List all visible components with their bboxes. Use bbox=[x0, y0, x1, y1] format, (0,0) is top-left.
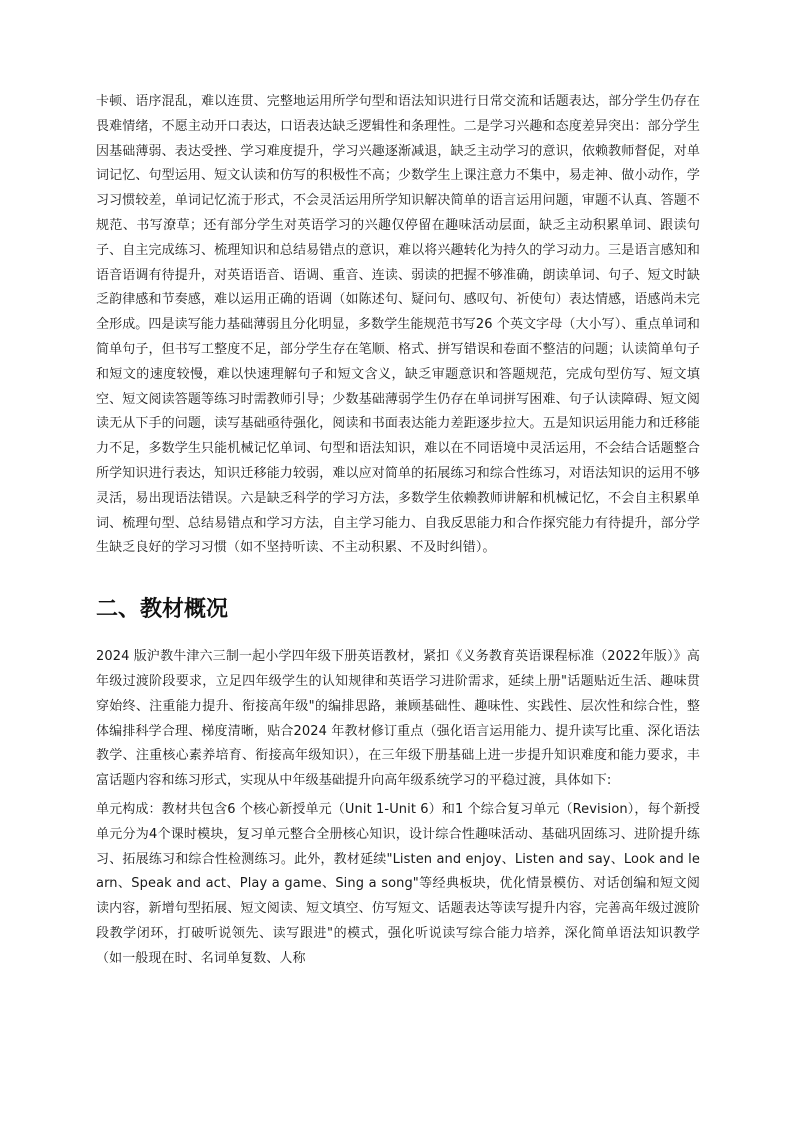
body-paragraph-learner-analysis: 卡顿、语序混乱，难以连贯、完整地运用所学句型和语法知识进行日常交流和话题表达，部分学生仍存在畏难情绪，不愿主动开口表达，口语表达缺乏逻辑性和条理性。二是学习兴趣和态度差异突出：部分学生因基础薄弱、表达受挫、学习难度提升，学习兴趣逐渐减退，缺乏主动学习的意识，依赖教师督促，对单词记忆、句型运用、短文认读和仿写的积极性不高；少数学生上课注意力不集中，易走神、做小动作，学习习惯较差，单词记忆流于形式，不会灵活运用所学知识解决简单的语言运用问题，审题不认真、答题不规范、书写潦草；还有部分学生对英语学习的兴趣仅停留在趣味活动层面，缺乏主动积累单词、跟读句子、自主完成练习、梳理知识和总结易错点的意识，难以将兴趣转化为持久的学习动力。三是语言感知和语音语调有待提升，对英语语音、语调、重音、连读、弱读的把握不够准确，朗读单词、句子、短文时缺乏韵律感和节奏感，难以运用正确的语调（如陈述句、疑问句、感叹句、祈使句）表达情感，语感尚未完全形成。四是读写能力基础薄弱且分化明显，多数学生能规范书写26 个英文字母（大小写）、重点单词和简单句子，但书写工整度不足，部分学生存在笔顺、格式、拼写错误和卷面不整洁的问题；认读简单句子和短文的速度较慢，难以快速理解句子和短文含义，缺乏审题意识和答题规范，完成句型仿写、短文填空、短文阅读答题等练习时需教师引导；少数基础薄弱学生仍存在单词拼写困难、句子认读障碍、短文阅读无从下手的问题，读写基础亟待强化，阅读和书面表达能力差距逐步拉大。五是知识运用能力和迁移能力不足，多数学生只能机械记忆单词、句型和语法知识，难以在不同语境中灵活运用，不会结合话题整合所学知识进行表达，知识迁移能力较弱，难以应对简单的拓展练习和综合性练习，对语法知识的运用不够灵活，易出现语法错误。六是缺乏科学的学习方法，多数学生依赖教师讲解和机械记忆，不会自主积累单词、梳理句型、总结易错点和学习方法，自主学习能力、自我反思能力和合作探究能力有待提升，部分学生缺乏良好的学习习惯（如不坚持听读、不主动积累、不及时纠错）。 bbox=[96, 94, 700, 556]
section-heading-textbook-overview: 二、教材概况 bbox=[96, 597, 229, 623]
document-page bbox=[96, 90, 700, 972]
body-paragraph-textbook-intro: 2024 版沪教牛津六三制一起小学四年级下册英语教材，紧扣《义务教育英语课程标准（2022年版）》高年级过渡阶段要求，立足四年级学生的认知规律和英语学习进阶需求，延续上册"话题贴近生活、趣味贯穿始终、注重能力提升、衔接高年级"的编排思路，兼顾基础性、趣味性、实践性、层次性和综合性，整体编排科学合理、梯度清晰，贴合2024 年教材修订重点（强化语言运用能力、提升读写比重、深化语法教学、注重核心素养培育、衔接高年级知识），在三年级下册基础上进一步提升知识难度和能力要求，丰富话题内容和练习形式，实现从中年级基础提升向高年级系统学习的平稳过渡，具体如下: bbox=[96, 649, 700, 789]
body-paragraph-unit-structure: 单元构成：教材共包含6 个核心新授单元（Unit 1-Unit 6）和1 个综合复习单元（Revision），每个新授单元分为4个课时模块，复习单元整合全册核心知识，设计综合性趣味活动、基础巩固练习、进阶提升练习、拓展练习和综合性检测练习。此外，教材延续"Listen and enjoy、Listen and say、Look and learn、Speak and act、Play a game、Sing a song"等经典板块，优化情景模仿、对话创编和短文阅读内容，新增句型拓展、短文阅读、短文填空、仿写短文、话题表达等读写提升内容，完善高年级过渡阶段教学闭环，打破听说领先、读写跟进"的模式，强化听说读写综合能力培养，深化简单语法知识教学（如一般现在时、名词单复数、人称 bbox=[96, 801, 700, 966]
